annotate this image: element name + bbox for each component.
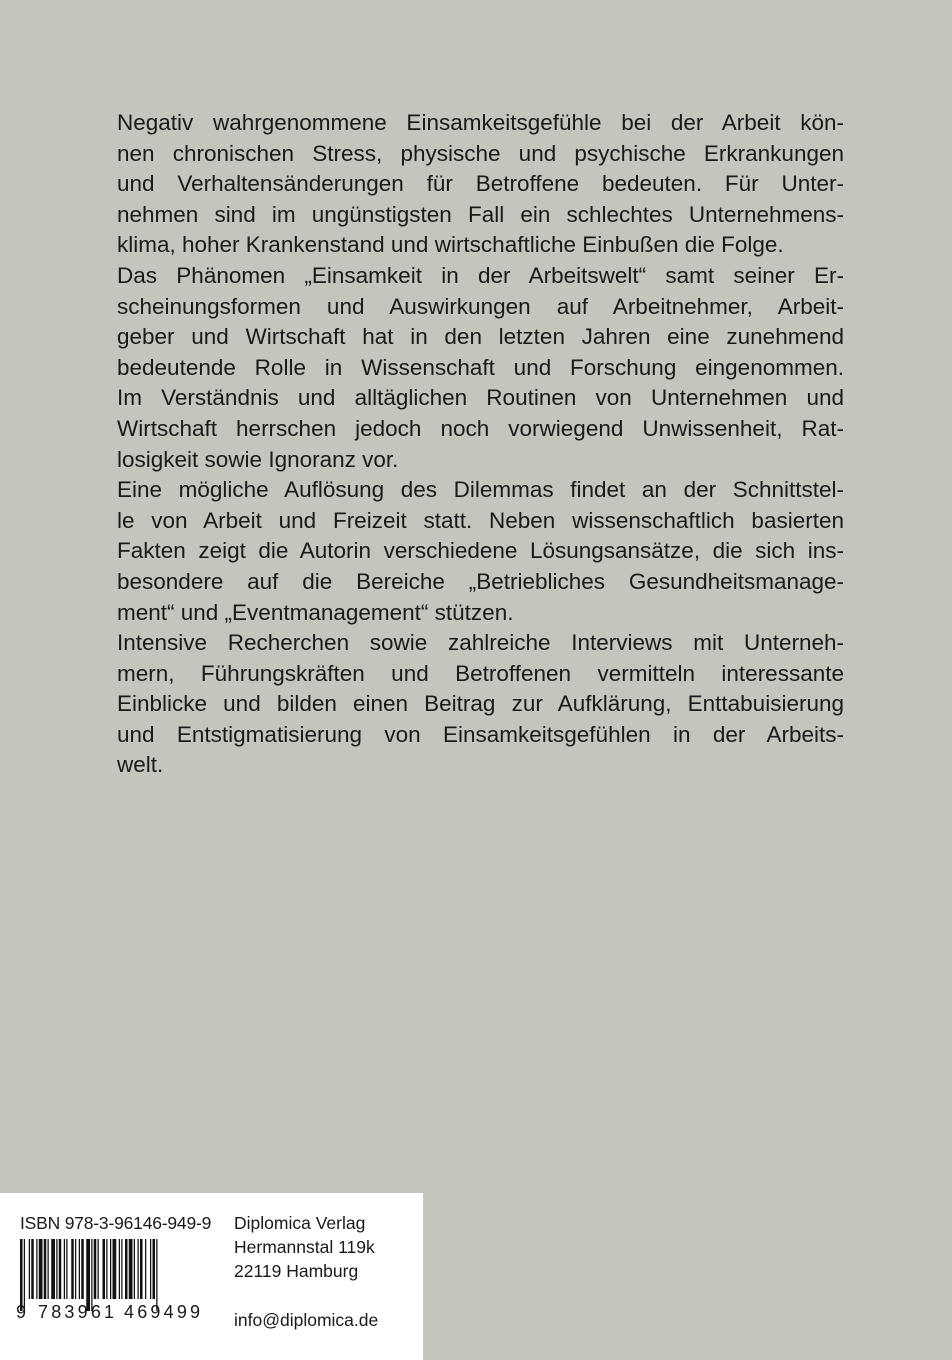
publisher-street: Hermannstal 119k: [234, 1237, 375, 1257]
barcode-bar: [110, 1239, 111, 1299]
blurb-line: Fakten zeigt die Autorin verschiedene Lösungsansätze, die sich ins-: [117, 538, 844, 564]
blurb-text: [117, 108, 844, 781]
blurb-line: Negativ wahrgenommene Einsamkeitsgefühle bei der Arbeit kön-: [117, 110, 844, 135]
barcode-bar: [121, 1239, 122, 1299]
barcode-bar: [98, 1239, 99, 1299]
blurb-line: und Verhaltensänderungen für Betroffene bedeuten. Für Unter-: [117, 171, 844, 197]
barcode-box: [0, 1193, 423, 1360]
barcode-bar: [36, 1239, 37, 1299]
barcode-right-group: 469499: [124, 1302, 204, 1322]
blurb-line: ment“ und „Eventmanagement“ stützen.: [117, 599, 514, 625]
barcode-bar: [51, 1239, 55, 1299]
barcode-bar: [39, 1239, 43, 1299]
blurb-line: nen chronischen Stress, physische und psychische Erkrankungen: [117, 140, 844, 166]
barcode-bar: [153, 1239, 156, 1299]
blurb-line: Eine mögliche Auflösung des Dilemmas findet an der Schnittstel-: [117, 477, 844, 503]
barcode-bar: [150, 1239, 151, 1299]
blurb-line: le von Arbeit und Freizeit statt. Neben wissenschaftlich basierten: [117, 507, 844, 533]
publisher-email[interactable]: info@diplomica.de: [234, 1310, 379, 1330]
barcode-digits: [16, 1301, 206, 1331]
blurb-line: und Entstigmatisierung von Einsamkeitsgefühlen in der Arbeits-: [117, 721, 844, 747]
barcode-bar: [94, 1239, 97, 1299]
blurb-line: Das Phänomen „Einsamkeit in der Arbeitswelt“ samt seiner Er-: [117, 262, 844, 288]
barcode-bar: [125, 1239, 128, 1299]
barcode-bar: [106, 1239, 107, 1299]
barcode-bar: [140, 1239, 143, 1299]
barcode-bar: [129, 1239, 133, 1299]
barcode-bar: [138, 1239, 139, 1299]
barcode-bar: [56, 1239, 57, 1299]
publisher-name: Diplomica Verlag: [234, 1213, 366, 1233]
blurb-line: Wirtschaft herrschen jedoch noch vorwiegend Unwissenheit, Rat-: [117, 415, 844, 441]
blurb-line: klima, hoher Krankenstand und wirtschaftliche Einbußen die Folge.: [117, 232, 784, 258]
blurb-line: Im Verständnis und alltäglichen Routinen von Unternehmen und: [117, 385, 844, 411]
barcode-bar: [81, 1239, 84, 1299]
blurb-line: besondere auf die Bereiche „Betriebliches Gesundheitsmanage-: [117, 568, 844, 594]
barcode-bar: [113, 1239, 117, 1299]
barcode-bar: [29, 1239, 30, 1299]
blurb-line: losigkeit sowie Ignoranz vor.: [117, 446, 399, 472]
barcode-bar: [119, 1239, 120, 1299]
barcode-bar: [145, 1239, 146, 1299]
barcode-bar: [134, 1239, 135, 1299]
isbn-label: ISBN 978-3-96146-949-9: [20, 1213, 212, 1233]
barcode-bar: [103, 1239, 106, 1299]
barcode-bar: [48, 1239, 49, 1299]
blurb-line: Einblicke und bilden einen Beitrag zur Aufklärung, Enttabuisierung: [117, 691, 844, 717]
barcode-bar: [59, 1239, 62, 1299]
barcode-bar: [75, 1239, 76, 1299]
blurb-line: Intensive Recherchen sowie zahlreiche Interviews mit Unterneh-: [117, 630, 844, 656]
barcode-bar: [64, 1239, 65, 1299]
blurb-line: geber und Wirtschaft hat in den letzten Jahren eine zunehmend: [117, 324, 844, 350]
barcode-left-group: 783961: [38, 1302, 118, 1322]
blurb-line: scheinungsformen und Auswirkungen auf Arbeitnehmer, Arbeit-: [117, 293, 844, 319]
barcode-first-digit: 9: [16, 1302, 27, 1322]
publisher-city: 22119 Hamburg: [234, 1261, 359, 1281]
publisher-address: [234, 1211, 378, 1332]
blurb-line: bedeutende Rolle in Wissenschaft und Forschung eingenommen.: [117, 354, 844, 380]
barcode-bar: [66, 1239, 67, 1299]
blurb-line: welt.: [117, 752, 164, 778]
blurb-line: mern, Führungskräften und Betroffenen vermitteln interessante: [117, 660, 844, 686]
barcode-bar: [79, 1239, 80, 1299]
blurb-line: nehmen sind im ungünstigsten Fall ein schlechtes Unternehmens-: [117, 201, 844, 227]
barcode-bar: [71, 1239, 74, 1299]
barcode-bar: [44, 1239, 47, 1299]
barcode-bar: [31, 1239, 34, 1299]
